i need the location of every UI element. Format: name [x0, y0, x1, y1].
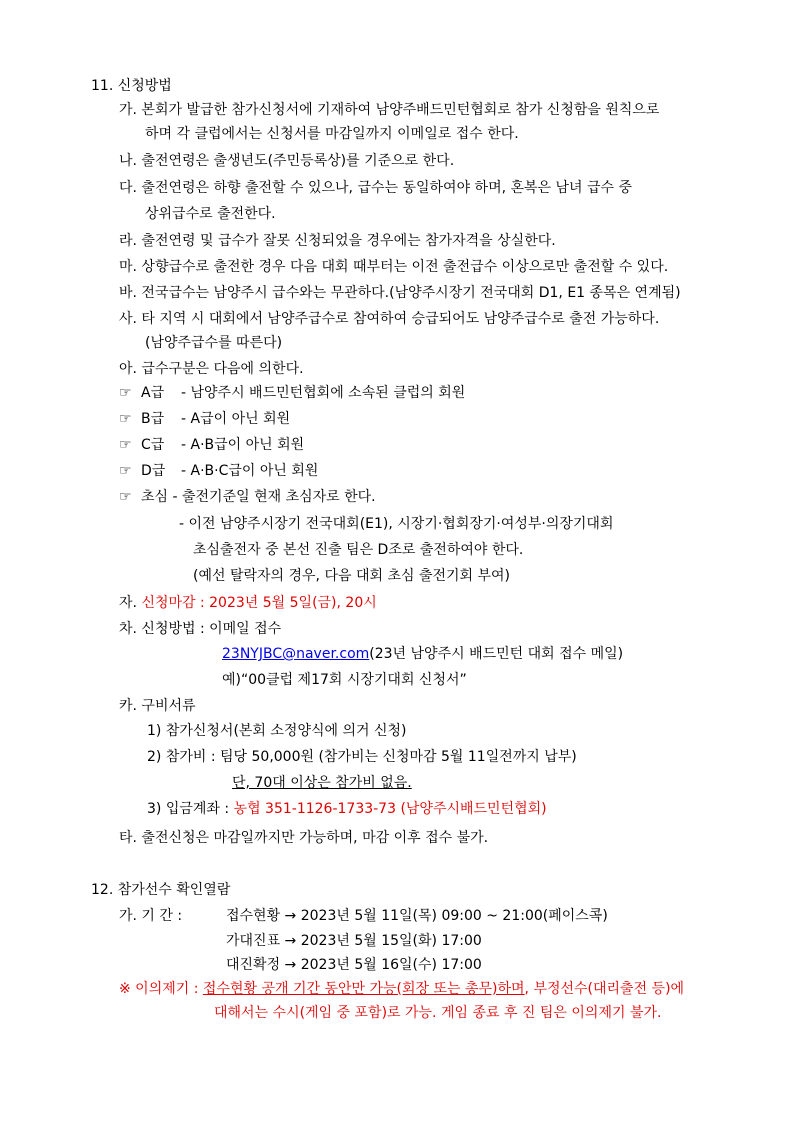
grade-key: A급 [141, 385, 165, 401]
grade-row-b [119, 410, 290, 428]
item-cha: 차. 신청방법 : 이메일 접수 [119, 621, 282, 637]
chosim-sub-line3: (예선 탈락자의 경우, 다음 대회 초심 출전기회 부여) [193, 568, 511, 584]
objection-prefix: ※ 이의제기 : [119, 981, 199, 997]
grade-row-c [119, 436, 304, 454]
email-line [222, 645, 623, 663]
chosim-sub-line2: 초심출전자 중 본선 진출 팀은 D조로 출전하여야 한다. [193, 542, 524, 558]
period-label: 가. 기 간 : [119, 908, 183, 924]
grade-desc: - A급이 아닌 회원 [181, 411, 291, 427]
item-ka-2: 2) 참가비 : 팀당 50,000원 (참가비는 신청마감 5월 11일전까지 납부) [147, 749, 577, 765]
item-a: 아. 급수구분은 다음에 의한다. [119, 361, 304, 377]
item-da-line2: 상위급수로 출전한다. [145, 206, 276, 222]
grade-key: B급 [141, 411, 165, 427]
section-11-title: 11. 신청방법 [91, 78, 172, 94]
pointing-hand-icon: ☞ [119, 385, 132, 401]
account-label: 3) 입금계좌 : [147, 801, 230, 817]
objection-rest: , 부정선수(대리출전 등)에 [524, 981, 685, 997]
objection-underlined: 접수현황 공개 기간 동안만 가능(회장 또는 총무)하며 [202, 981, 525, 997]
item-ra: 라. 출전연령 및 급수가 잘못 신청되었을 경우에는 참가자격을 상실한다. [119, 233, 556, 249]
objection-note-line1 [119, 980, 684, 998]
period-row-2: 가대진표 → 2023년 5월 15일(화) 17:00 [226, 933, 482, 949]
section-12-title: 12. 참가선수 확인열람 [91, 882, 231, 898]
email-example: 예)“00클럽 제17회 시장기대회 신청서” [222, 672, 467, 688]
period-row-3: 대진확정 → 2023년 5월 16일(수) 17:00 [226, 957, 482, 973]
grade-row-d [119, 462, 318, 480]
account-number: 농협 351-1126-1733-73 (남양주시배드민턴협회) [233, 801, 547, 817]
grade-desc: - 남양주시 배드민턴협회에 소속된 클럽의 회원 [181, 385, 466, 401]
item-ka: 카. 구비서류 [119, 698, 196, 714]
item-ga-line2: 하며 각 클럽에서는 신청서를 마감일까지 이메일로 접수 한다. [145, 126, 519, 142]
objection-note-line2: 대해서는 수시(게임 중 포함)로 가능. 게임 종료 후 진 팀은 이의제기 불가. [214, 1005, 662, 1021]
item-ja-prefix: 자. [119, 595, 137, 611]
grade-row-chosim [119, 488, 376, 506]
pointing-hand-icon: ☞ [119, 437, 132, 453]
pointing-hand-icon: ☞ [119, 463, 132, 479]
period-row-1: 접수현황 → 2023년 5월 11일(목) 09:00 ~ 21:00(페이스콕) [226, 908, 608, 924]
grade-row-a [119, 384, 465, 402]
item-na: 나. 출전연령은 출생년도(주민등록상)를 기준으로 한다. [119, 153, 455, 169]
item-da-line1: 다. 출전연령은 하향 출전할 수 있으나, 급수는 동일하여야 하며, 혼복은 남녀 급수 중 [119, 180, 633, 196]
item-ja [119, 594, 377, 612]
email-note: (23년 남양주시 배드민턴 대회 접수 메일) [369, 646, 624, 662]
item-ga-line1: 가. 본회가 발급한 참가신청서에 기재하여 남양주배드민턴협회로 참가 신청함을 원칙으로 [119, 102, 660, 118]
chosim-sub-line1: - 이전 남양주시장기 전국대회(E1), 시장기·협회장기·여성부·의장기대회 [179, 516, 614, 532]
grade-desc: - A·B급이 아닌 회원 [181, 437, 305, 453]
item-ma: 마. 상향급수로 출전한 경우 다음 대회 때부터는 이전 출전급수 이상으로만 출전할 수 있다. [119, 259, 669, 275]
item-ba: 바. 전국급수는 남양주시 급수와는 무관하다.(남양주시장기 전국대회 D1, E1 종목은 연계됨) [119, 285, 681, 301]
item-ka-3 [147, 800, 547, 818]
item-ta: 타. 출전신청은 마감일까지만 가능하며, 마감 이후 접수 불가. [119, 830, 489, 846]
item-sa-line1: 사. 타 지역 시 대회에서 남양주급수로 참여하여 승급되어도 남양주급수로 출전 가능하다. [119, 311, 660, 327]
grade-desc: - A·B·C급이 아닌 회원 [181, 463, 319, 479]
pointing-hand-icon: ☞ [119, 489, 132, 505]
deadline-text: 신청마감 : 2023년 5월 5일(금), 20시 [141, 595, 377, 611]
grade-key: C급 [141, 437, 165, 453]
email-link[interactable]: 23NYJBC@naver.com [222, 646, 370, 662]
grade-key: D급 [141, 463, 166, 479]
fee-exemption-note: 단, 70대 이상은 참가비 없음. [232, 775, 412, 791]
item-ka-1: 1) 참가신청서(본회 소정양식에 의거 신청) [147, 723, 407, 739]
pointing-hand-icon: ☞ [119, 411, 132, 427]
chosim-desc: 초심 - 출전기준일 현재 초심자로 한다. [141, 489, 376, 505]
item-sa-line2: (남양주급수를 따른다) [145, 335, 283, 351]
